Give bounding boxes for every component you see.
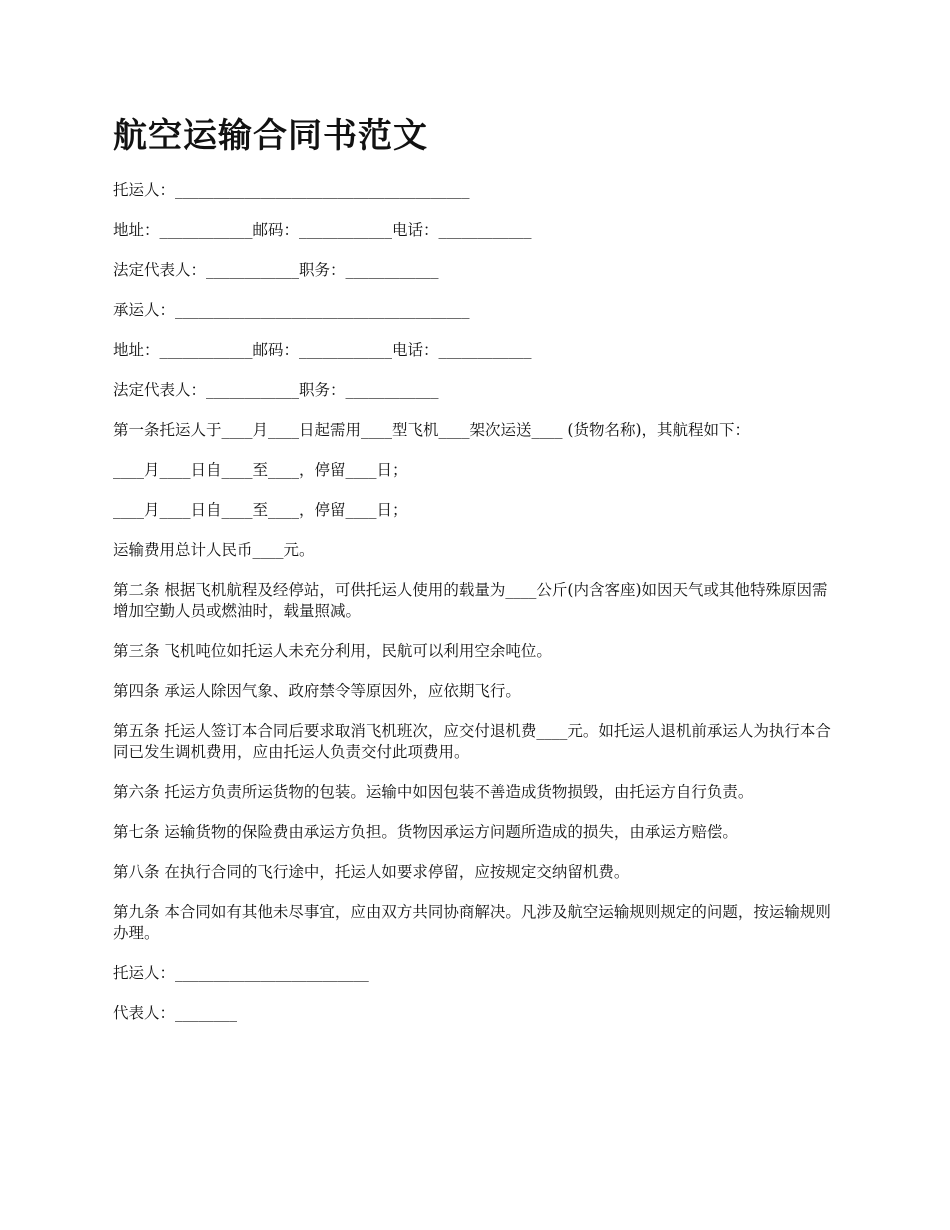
route-line-1: ____月____日自____至____，停留____日；: [113, 461, 408, 479]
route-line-2: ____月____日自____至____，停留____日；: [113, 501, 408, 519]
document-page: [113, 112, 841, 1043]
article-7: 第七条 运输货物的保险费由承运方负担。货物因承运方问题所造成的损失，由承运方赔偿。: [113, 823, 738, 841]
signature-shipper-line: 托运人：_________________________: [113, 964, 369, 982]
article-4: 第四条 承运人除因气象、政府禁令等原因外，应依期飞行。: [113, 682, 521, 700]
shipper-address-line: 地址：____________邮码：____________电话：____________: [113, 221, 532, 239]
article-3: 第三条 飞机吨位如托运人未充分利用，民航可以利用空余吨位。: [113, 642, 552, 660]
article-2: 第二条 根据飞机航程及经停站，可供托运人使用的载量为____公斤(内含客座)如因天气或其他特殊原因需增加空勤人员或燃油时，载量照减。: [113, 581, 828, 620]
carrier-line: 承运人：______________________________________: [113, 301, 470, 319]
carrier-representative-line: 法定代表人：____________职务：____________: [113, 381, 439, 399]
signature-representative-line: 代表人：________: [113, 1004, 238, 1022]
document-title: 航空运输合同书范文: [113, 116, 428, 156]
shipper-line: 托运人：______________________________________: [113, 181, 470, 199]
shipper-representative-line: 法定代表人：____________职务：____________: [113, 261, 439, 279]
article-8: 第八条 在执行合同的飞行途中，托运人如要求停留，应按规定交纳留机费。: [113, 863, 630, 881]
article-5: 第五条 托运人签订本合同后要求取消飞机班次，应交付退机费____元。如托运人退机前承运人为执行本合同已发生调机费用，应由托运人负责交付此项费用。: [113, 722, 831, 761]
total-fee-line: 运输费用总计人民币____元。: [113, 541, 315, 559]
carrier-address-line: 地址：____________邮码：____________电话：____________: [113, 341, 532, 359]
article-1: 第一条托运人于____月____日起需用____型飞机____架次运送____ (货物名称)，其航程如下：: [113, 421, 751, 439]
article-9: 第九条 本合同如有其他未尽事宜，应由双方共同协商解决。凡涉及航空运输规则规定的问题，按运输规则办理。: [113, 903, 831, 942]
article-6: 第六条 托运方负责所运货物的包装。运输中如因包装不善造成货物损毁，由托运方自行负责。: [113, 783, 754, 801]
